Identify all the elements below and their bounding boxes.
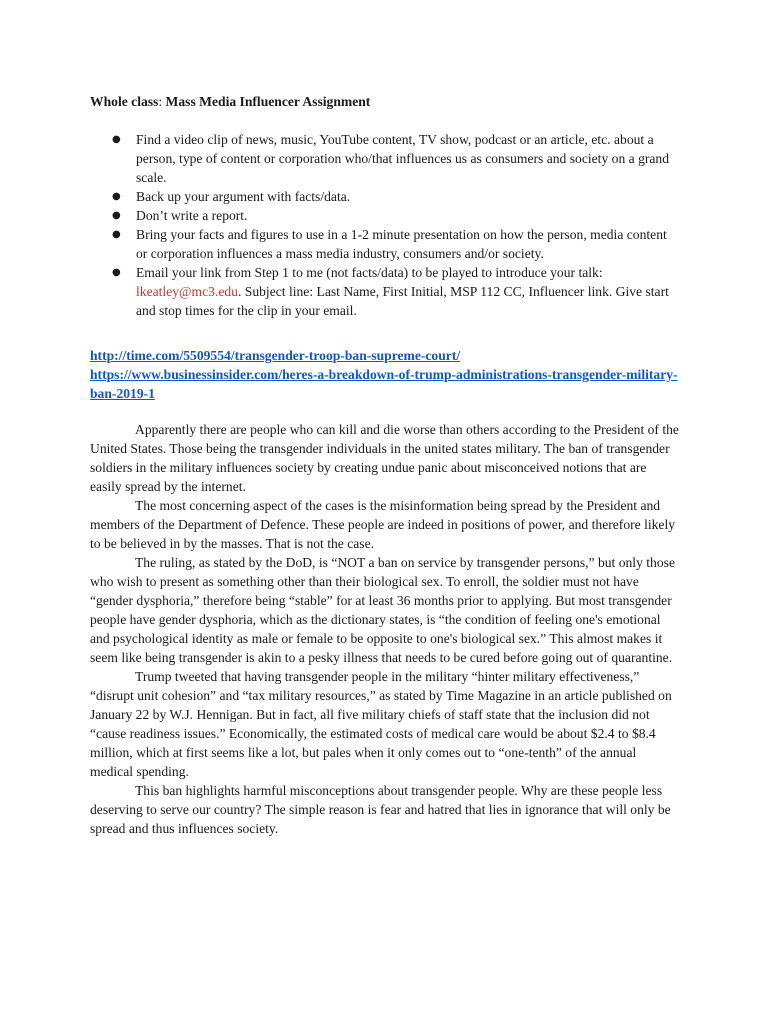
heading-colon: :: [158, 94, 166, 109]
essay-paragraph: Trump tweeted that having transgender people in the military “hinter military effectiveness,” “disrupt unit cohesion” and “tax military resources,” as stated by Time Magazine in an article published on January 22 by W.J. Hennigan. But in fact, all five military chiefs of staff state that the inclusion did not “cause readiness issues.” Economically, the estimated costs of medical care would be about $2.4 to $8.4 million, which at first seems like a lot, but pales when it only comes out to “one-tenth” of the annual medical spending.: [90, 669, 672, 779]
essay-paragraph: The most concerning aspect of the cases is the misinformation being spread by the President and members of the Department of Defence. These people are indeed in positions of power, and therefore likely to be believed in by the masses. That is not the case.: [90, 498, 676, 551]
heading-title: Mass Media Influencer Assignment: [165, 94, 371, 109]
heading-label: Whole class: [90, 94, 159, 109]
reference-links: [90, 346, 680, 403]
task-item: ● Don’t write a report.: [136, 206, 680, 225]
time-article-link[interactable]: http://time.com/5509554/transgender-troop-ban-supreme-court/: [90, 348, 461, 363]
task-list: [90, 130, 680, 320]
email-task-before: Email your link from Step 1 to me (not facts/data) to be played to introduce your talk:: [136, 265, 603, 280]
assignment-heading: [90, 92, 680, 111]
email-task-after: . Subject line: Last Name, First Initial, MSP 112 CC, Influencer link. Give start and stop times for the clip in your email.: [136, 284, 669, 318]
task-item: ● Find a video clip of news, music, YouTube content, TV show, podcast or an article, etc. about a person, type of content or corporation who/that influences us as consumers and society on a grand scale.: [136, 130, 680, 187]
email-link[interactable]: lkeatley@mc3.edu: [136, 284, 238, 299]
task-item: ● Back up your argument with facts/data.: [136, 187, 680, 206]
document-page: [90, 92, 680, 838]
essay-paragraph: The ruling, as stated by the DoD, is “NOT a ban on service by transgender persons,” but only those who wish to present as something other than their biological sex. To enroll, the soldier must not have “gender dysphoria,” therefore being “stable” for at least 36 months prior to applying. But most transgender people have gender dysphoria, which as the dictionary states, is “the condition of feeling one's emotional and psychological identity as male or female to be opposite to one's biological sex.” This almost makes it seem like being transgender is akin to a pesky illness that needs to be cured before going out of quarantine.: [90, 555, 675, 665]
business-insider-link[interactable]: https://www.businessinsider.com/heres-a-breakdown-of-trump-administrations-transgender-military-ban-2019-1: [90, 367, 678, 401]
essay-paragraph: This ban highlights harmful misconceptions about transgender people. Why are these people less deserving to serve our country? The simple reason is fear and hatred that lies in ignorance that will only be spread and thus influences society.: [90, 783, 671, 836]
task-item-email: [136, 263, 680, 320]
essay-body: [90, 420, 680, 838]
task-item: ● Bring your facts and figures to use in a 1-2 minute presentation on how the person, media content or corporation influences a mass media industry, consumers and/or society.: [136, 225, 680, 263]
essay-paragraph: Apparently there are people who can kill and die worse than others according to the President of the United States. Those being the transgender individuals in the united states military. The ban of transgender soldiers in the military influences society by creating undue panic about misconceived notions that are easily spread by the internet.: [90, 422, 679, 494]
